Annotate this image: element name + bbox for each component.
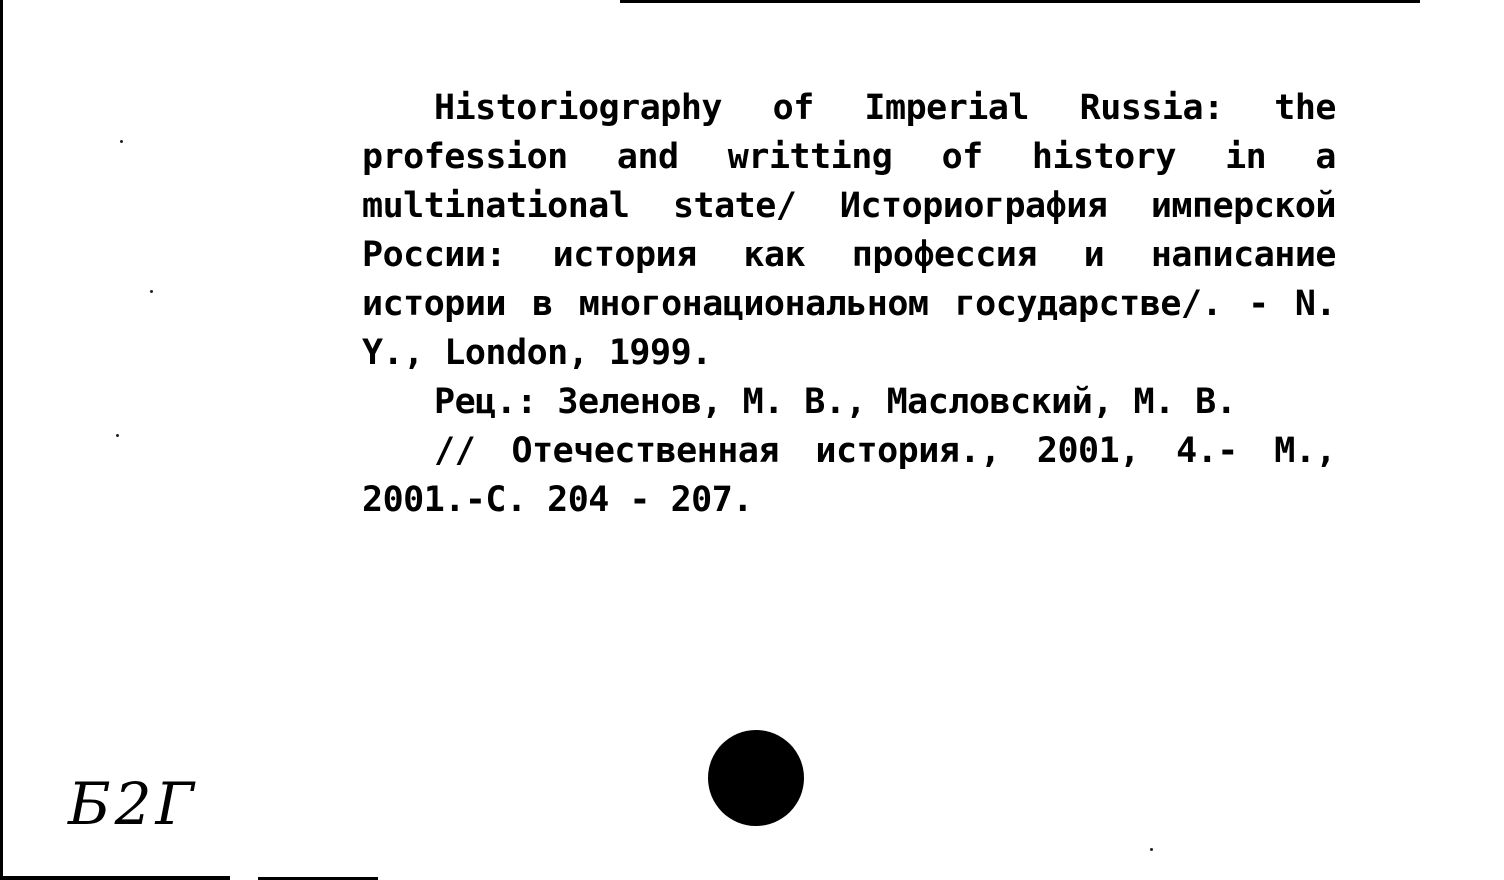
scan-speck	[120, 140, 123, 143]
review-source: // Отечественная история., 2001, 4.- М., 2001.-С. 204 - 207.	[362, 431, 1336, 520]
shelfmark-handwritten: Б2Г	[68, 770, 198, 838]
imprint: - N. Y., London, 1999.	[362, 284, 1336, 373]
scan-speck	[150, 290, 153, 293]
review-authors: Рец.: Зеленов, М. В., Масловский, М. В.	[434, 382, 1237, 422]
card-left-edge	[0, 0, 3, 880]
scan-speck	[1150, 848, 1153, 851]
punch-hole	[708, 730, 804, 826]
card-top-edge	[620, 0, 1420, 3]
scan-speck	[116, 434, 119, 437]
title-russian: Историография имперской России: история как профессия и написание истории в многонациональном государстве/.	[362, 186, 1336, 324]
title-paragraph	[362, 84, 1336, 378]
card-bottom-edge	[0, 876, 230, 880]
bibliographic-record	[362, 84, 1336, 525]
title-english: Historiography of Imperial Russia: the profession and writting of history in a multinational state/	[362, 88, 1336, 226]
